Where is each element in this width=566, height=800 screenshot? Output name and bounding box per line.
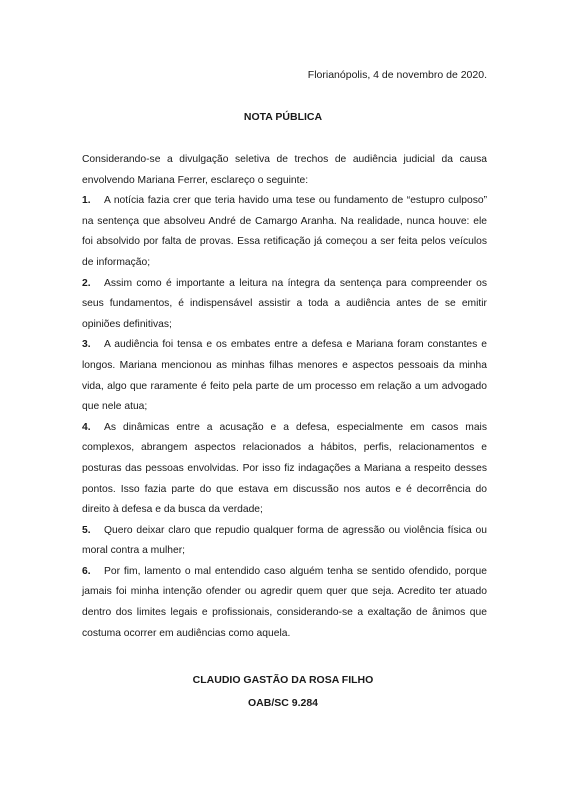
signature-name: CLAUDIO GASTÃO DA ROSA FILHO (192, 674, 374, 686)
item-6 (82, 562, 487, 644)
item-number: 1. (82, 195, 91, 207)
item-2 (82, 274, 487, 336)
item-number: 6. (82, 565, 91, 577)
item-text: A audiência foi tensa e os embates entre a defesa e Mariana foram constantes e longos. Mariana mencionou as minhas filhas menores e aspectos pessoais da minha vida, algo que raramente é feito pela parte de um processo em relação a um advogado que nele atua; (82, 339, 487, 413)
item-text: A notícia fazia crer que teria havido uma tese ou fundamento de “estupro culposo” na sentença que absolveu André de Camargo Aranha. Na realidade, nunca houve: ele foi absolvido por falta de provas. Essa retificação já começou a ser feita pelos veículos de informação; (82, 195, 487, 268)
item-number: 4. (82, 421, 91, 433)
item-text: Assim como é importante a leitura na íntegra da sentença para compreender os seus fundamentos, é indispensável assistir a toda a audiência antes de se emitir opiniões definitivas; (82, 277, 487, 330)
item-4 (82, 418, 487, 521)
signature-registration: OAB/SC 9.284 (247, 697, 319, 709)
item-text: Quero deixar claro que repudio qualquer forma de agressão ou violência física ou moral contra a mulher; (82, 524, 487, 557)
intro-paragraph: Considerando-se a divulgação seletiva de trechos de audiência judicial da causa envolvendo Mariana Ferrer, esclareço o seguinte: (82, 154, 487, 186)
document-title: NOTA PÚBLICA (243, 111, 323, 123)
item-1 (82, 191, 487, 273)
item-5 (82, 521, 487, 562)
item-text: As dinâmicas entre a acusação e a defesa, especialmente em casos mais complexos, abrangem aspectos relacionados a hábitos, perfis, relacionamentos e posturas das pessoas envolvidas. Por isso fiz indagações a Mariana a respeito desses pontos. Isso fazia parte do que estava em discussão nos autos e é decorrência do direito à defesa e da busca da verdade; (82, 421, 487, 516)
item-number: 5. (82, 524, 91, 536)
document-date: Florianópolis, 4 de novembro de 2020. (307, 69, 487, 81)
item-3 (82, 335, 487, 417)
item-text: Por fim, lamento o mal entendido caso alguém tenha se sentido ofendido, porque jamais foi minha intenção ofender ou agredir quem quer que seja. Acredito ter atuado dentro dos limites legais e profissionais, considerando-se a exaltação de ânimos que costuma ocorrer em audiências como aquela. (82, 565, 487, 639)
item-number: 3. (82, 339, 91, 351)
item-number: 2. (82, 277, 91, 289)
document-body (82, 150, 487, 644)
